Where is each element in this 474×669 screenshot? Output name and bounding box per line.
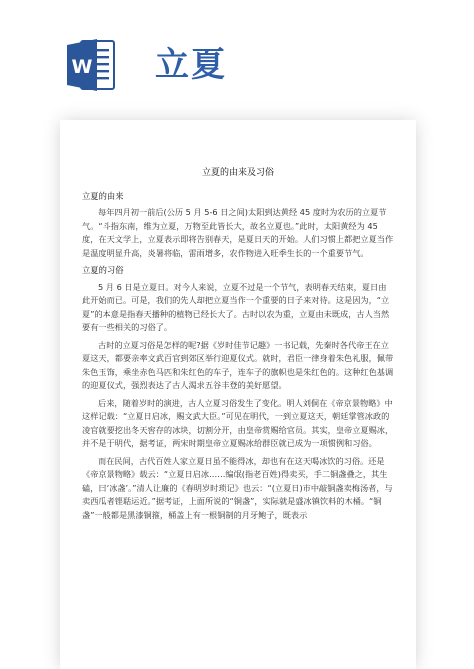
- paragraph: 古时的立夏习俗是怎样的呢?据《岁时佳节记趣》一书记载，先秦时各代帝王在立夏这天，都要亲率文武百官到郊区举行迎夏仪式。就时，君臣一律身着朱色礼服，佩带朱色玉饰，乘坐赤色马匹和朱红色的车子，连车子的旗帜也是朱红色的。这种红色基调的迎夏仪式，强烈表达了古人渴求五谷丰登的美好愿望。: [82, 339, 394, 390]
- section-heading: 立夏的由来: [82, 190, 124, 201]
- paper-front: [60, 120, 416, 669]
- paragraph: 后来，随着岁时的演进，古人立夏习俗发生了变化。明人刘侗在《帝京景物略》中这样记载：“立夏日启冰，赐文武大臣。”可见在明代，一到立夏这天，朝廷掌管冰政的凌官就要挖出冬天窖存的冰块，切割分开，由皇帝赏赐给官员。其实，皇帝立夏赐冰，并不是于明代，据考证，两宋时期皇帝立夏赐冰给群臣就已成为一项惯例和习俗。: [82, 397, 394, 448]
- page-title: 立夏: [155, 45, 227, 85]
- paragraph: 每年四月初一前后(公历 5 月 5-6 日之间)太阳到达黄经 45 度时为农历的立夏节气。“斗指东南，维为立夏，万物至此皆长大，故名立夏也。”此时，太阳黄经为 45 度，在天文学上，立夏表示即将告别春天，是夏日天的开始。人们习惯上都把立夏当作是温度明显升高，炎暑将临，雷雨增多，农作物进入旺季生长的一个重要节气。: [82, 207, 394, 258]
- paragraph: 5 月 6 日是立夏日。对今人来说，立夏不过是一个节气，表明春天结束，夏日由此开始而已。可是，我们的先人却把立夏当作一个重要的日子来对待。这是因为，“立夏”的本意是指春天播种的植物已经长大了。古时以农为重，立夏由未既成，古人当然要有一些相关的习俗了。: [82, 281, 390, 332]
- paragraph: 而在民间，古代百姓人家立夏日虽不能得冰，却也有在这天喝冰饮的习俗。还是《帝京景物略》载云：“立夏日启冰……编氓(指老百姓)得卖买，手二铜盏叠之，其生磕，曰‘冰盏’。”清人让廉的《春明岁时琐记》也云：“(立夏日)市中敲铜盏卖梅汤者，与卖西瓜者铿聒运近。”据考证，上面所说的“铜盏”，实际就是盛冰镇饮料的木桶。“铜盏”一般都是黑漆铜箍，桶盖上有一根铜制的月牙鲍子，既表示: [82, 455, 393, 520]
- header: [0, 0, 474, 110]
- document-title: 立夏的由来及习俗: [201, 168, 274, 178]
- word-icon: [66, 36, 116, 94]
- section-heading: 立夏的习俗: [82, 265, 124, 275]
- document-body: [82, 167, 394, 526]
- document-preview: [60, 120, 416, 669]
- svg-text:W: W: [71, 56, 93, 78]
